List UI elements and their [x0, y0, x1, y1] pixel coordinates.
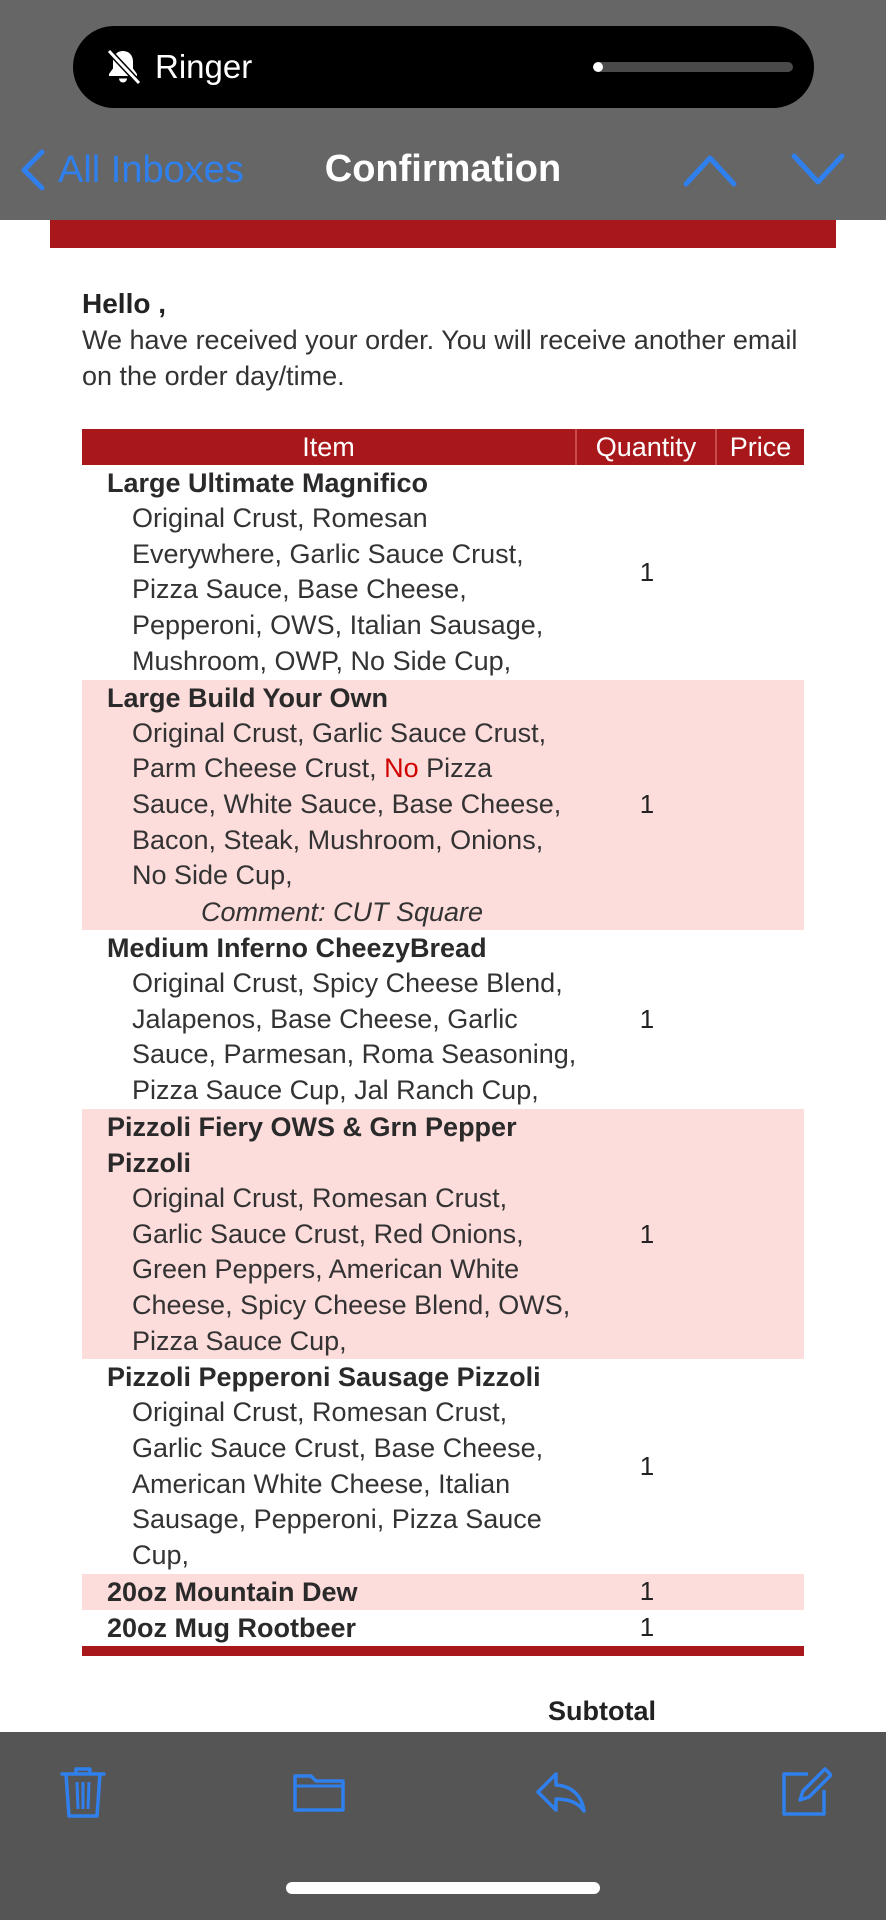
item-details-part: Original Crust, Garlic Sauce Crust, Parm Cheese Crust, — [132, 717, 547, 784]
item-details: Original Crust, Romesan Everywhere, Garlic Sauce Crust, Pizza Sauce, Base Cheese, Pepperoni, OWS, Italian Sausage, Mushroom, OWP, No Side Cup, — [132, 503, 544, 676]
item-price — [717, 1610, 804, 1646]
item-quantity: 1 — [639, 1003, 655, 1034]
item-details: Original Crust, Romesan Crust, Garlic Sauce Crust, Base Cheese, American White Cheese, Italian Sausage, Pepperoni, Pizza Sauce Cup, — [132, 1397, 544, 1571]
item-name: Pizzoli Pepperoni Sausage Pizzoli — [107, 1362, 541, 1393]
trash-icon[interactable] — [56, 1764, 110, 1820]
reply-icon[interactable] — [534, 1764, 588, 1820]
item-name: Large Build Your Own — [107, 682, 389, 713]
home-indicator[interactable] — [286, 1882, 600, 1894]
bell-slash-icon — [101, 45, 145, 89]
order-table — [82, 429, 804, 1656]
item-quantity: 1 — [639, 789, 655, 820]
table-row — [82, 465, 804, 680]
item-name: 20oz Mug Rootbeer — [107, 1612, 357, 1643]
item-comment: Comment: CUT Square — [200, 897, 484, 928]
table-header — [82, 429, 804, 465]
item-details: Original Crust, Spicy Cheese Blend, Jalapenos, Base Cheese, Garlic Sauce, Parmesan, Roma Seasoning, Pizza Sauce Cup, Jal Ranch Cup, — [132, 968, 577, 1106]
ringer-label: Ringer — [155, 48, 253, 85]
folder-icon[interactable] — [292, 1764, 346, 1820]
volume-level — [593, 62, 603, 72]
item-price — [717, 1359, 804, 1574]
item-quantity: 1 — [639, 1218, 655, 1249]
greeting: Hello , — [82, 288, 167, 319]
chevron-up-icon[interactable] — [682, 150, 738, 190]
column-header-item: Item — [82, 429, 577, 465]
item-quantity: 1 — [639, 556, 655, 587]
item-details-part: Pizza Sauce, White Sauce, Base Cheese, Bacon, Steak, Mushroom, Onions, No Side Cup, — [132, 753, 562, 891]
item-name: Pizzoli Fiery OWS & Grn Pepper Pizzoli — [107, 1111, 517, 1178]
highlight-no: No — [384, 753, 419, 784]
item-name: Large Ultimate Magnifico — [107, 468, 429, 498]
item-price — [717, 1109, 804, 1360]
item-name: 20oz Mountain Dew — [107, 1576, 358, 1607]
item-details — [107, 716, 577, 895]
volume-slider[interactable] — [593, 62, 793, 72]
table-row — [82, 1359, 804, 1574]
table-bottom-rule — [82, 1646, 804, 1656]
top-bar — [0, 0, 886, 220]
item-price — [717, 680, 804, 931]
table-row — [82, 1610, 804, 1646]
bottom-toolbar — [0, 1732, 886, 1920]
item-price — [717, 465, 804, 680]
ringer-status-pill — [73, 26, 814, 108]
item-quantity: 1 — [639, 1576, 655, 1607]
compose-icon[interactable] — [778, 1764, 832, 1820]
table-row — [82, 1109, 804, 1360]
table-row — [82, 680, 804, 931]
column-header-price: Price — [729, 432, 792, 462]
item-quantity: 1 — [639, 1612, 655, 1643]
email-header-banner — [50, 220, 836, 248]
chevron-down-icon[interactable] — [790, 150, 846, 190]
subtotal-label: Subtotal — [548, 1696, 656, 1726]
table-row — [82, 1574, 804, 1610]
item-details: Original Crust, Romesan Crust, Garlic Sauce Crust, Red Onions, Green Peppers, American White Cheese, Spicy Cheese Blend, OWS, Pizza Sauce Cup, — [132, 1182, 571, 1356]
item-name: Medium Inferno CheezyBread — [107, 933, 487, 964]
item-price — [717, 930, 804, 1109]
back-label: All Inboxes — [58, 148, 244, 191]
confirmation-message: We have received your order. You will receive another email on the order day/time. — [82, 325, 798, 391]
item-quantity: 1 — [639, 1451, 655, 1482]
item-price — [717, 1574, 804, 1610]
column-header-quantity: Quantity — [577, 429, 717, 465]
page-title: Confirmation — [324, 148, 562, 190]
table-row — [82, 930, 804, 1109]
